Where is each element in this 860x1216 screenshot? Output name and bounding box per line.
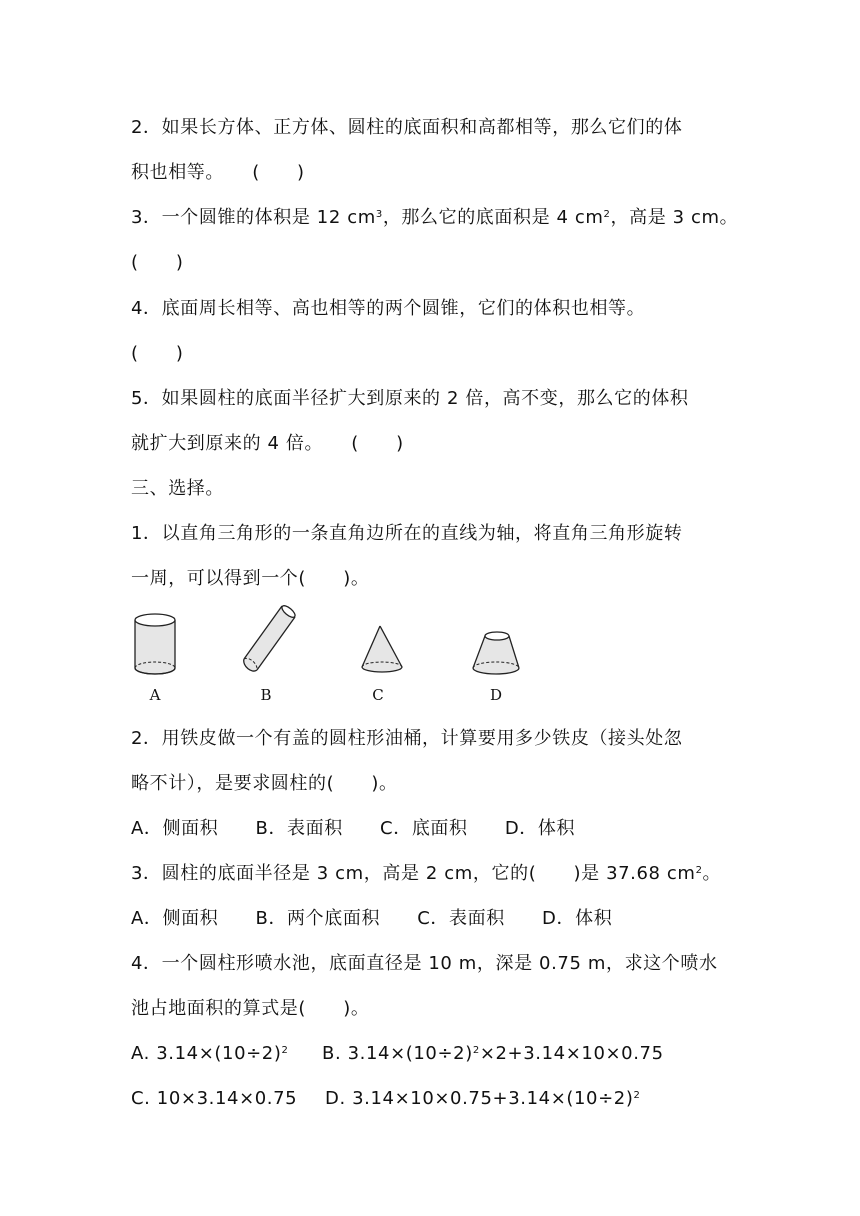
choice-q2-options: A．侧面积 B．表面积 C．底面积 D．体积 <box>131 818 576 839</box>
judge-q5-line2: 就扩大到原来的 4 倍。 ( ) <box>131 433 404 454</box>
judge-q2-line2: 积也相等。 ( ) <box>131 162 305 183</box>
judge-q2-line1: 2．如果长方体、正方体、圆柱的底面积和高都相等，那么它们的体 <box>131 117 683 138</box>
figure-label-a: A <box>149 686 161 704</box>
frustum-icon <box>464 604 534 704</box>
tilted-cylinder-icon <box>232 604 302 704</box>
choice-q3-line1: 3．圆柱的底面半径是 3 cm，高是 2 cm，它的( )是 37.68 $cm^2$。 <box>131 863 722 884</box>
judge-q4-line1: 4．底面周长相等、高也相等的两个圆锥，它们的体积也相等。 <box>131 298 646 319</box>
choice-q4-line1: 4．一个圆柱形喷水池，底面直径是 10 m，深是 0.75 m，求这个喷水 <box>131 953 718 974</box>
judge-q5-line1: 5．如果圆柱的底面半径扩大到原来的 2 倍，高不变，那么它的体积 <box>131 388 689 409</box>
figure-label-b: B <box>260 686 272 704</box>
choice-q1-line1: 1．以直角三角形的一条直角边所在的直线为轴，将直角三角形旋转 <box>131 523 683 544</box>
choice-q4-option-d: D. $3.14\times 10\times 0.75+3.14\times(10\div 2)^2$ <box>325 1088 641 1109</box>
figure-label-c: C <box>372 686 384 704</box>
choice-q1-line2: 一周，可以得到一个( )。 <box>131 568 370 589</box>
cone-icon <box>356 604 416 704</box>
choice-q4-line2: 池占地面积的算式是( )。 <box>131 998 370 1019</box>
figure-label-d: D <box>489 686 503 704</box>
cylinder-icon <box>126 604 186 704</box>
judge-q3-line1: 3．一个圆锥的体积是 12 $cm^3$，那么它的底面积是 4 $cm^2$，高是 3 cm。 <box>131 207 739 228</box>
judge-q3-line2: ( ) <box>131 252 184 273</box>
choice-q4-option-c: C. 10×3.14×0.75 <box>131 1088 298 1109</box>
choice-q3-options: A．侧面积 B．两个底面积 C．表面积 D．体积 <box>131 908 613 929</box>
choice-q2-line1: 2．用铁皮做一个有盖的圆柱形油桶，计算要用多少铁皮（接头处忽 <box>131 728 683 749</box>
choice-q4-option-b: B. $3.14\times(10\div 2)^2\times 2+3.14\times 10\times 0.75$ <box>322 1043 664 1064</box>
solid-figures-row <box>120 604 540 708</box>
choice-q4-option-a: A. $3.14\times(10\div 2)^2$ <box>131 1043 289 1064</box>
choice-q2-line2: 略不计），是要求圆柱的( )。 <box>131 773 398 794</box>
section-3-title: 三、选择。 <box>131 478 224 499</box>
judge-q4-line2: ( ) <box>131 343 184 364</box>
